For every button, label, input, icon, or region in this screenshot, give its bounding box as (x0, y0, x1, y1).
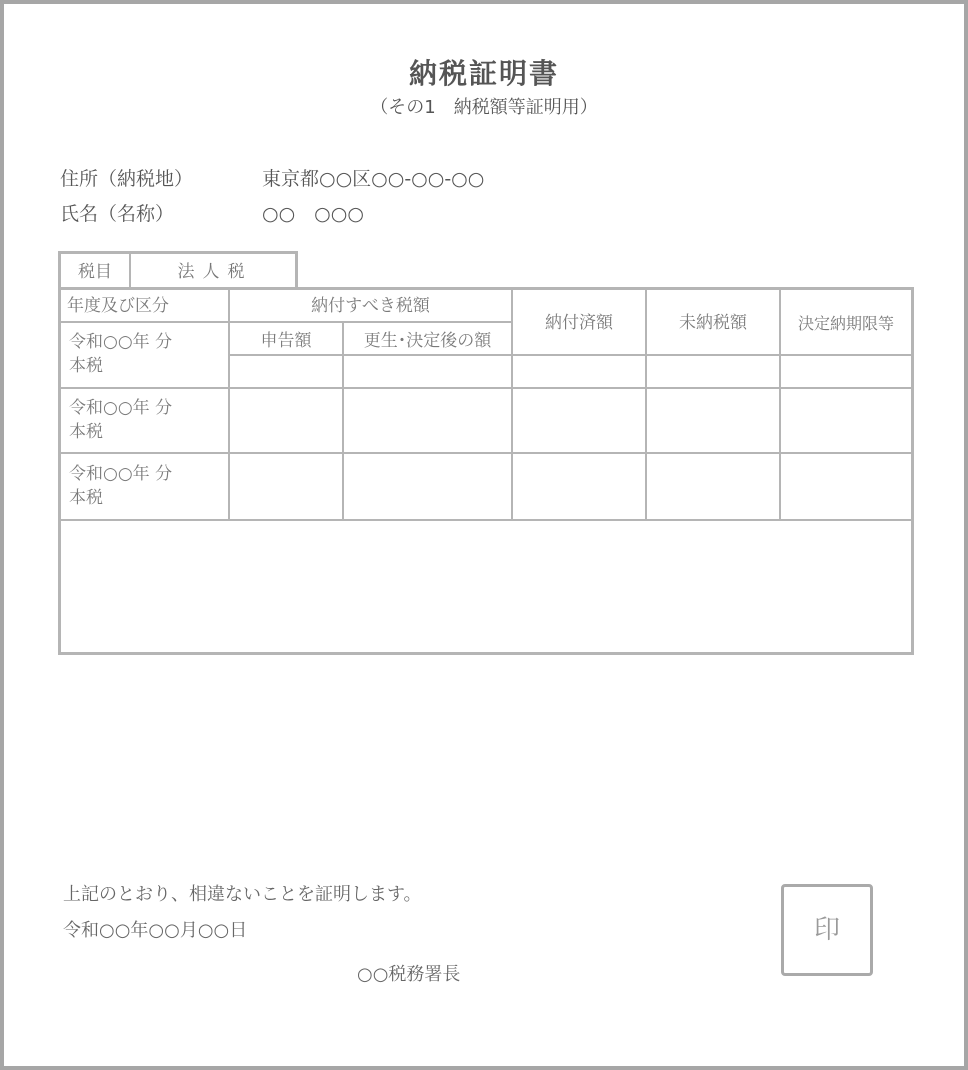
tax-item-label: 税目 (61, 254, 131, 287)
row-year-label: 令和○○年 分 (69, 464, 173, 484)
certification-text: 上記のとおり、相違ないことを証明します。 (63, 884, 422, 905)
name-value: ○○ ○○○ (262, 203, 364, 225)
row-year-label: 令和○○年 分 (69, 332, 173, 352)
issuing-office: ○○税務署長 (357, 964, 461, 985)
header-paid: 納付済額 (545, 313, 613, 333)
seal-stamp: 印 (781, 884, 873, 976)
row-type-label: 本税 (69, 356, 103, 376)
header-year: 年度及び区分 (67, 296, 169, 316)
issue-date: 令和○○年○○月○○日 (63, 920, 248, 941)
tax-item-value: 法人税 (177, 262, 253, 282)
table-row (69, 462, 172, 510)
table-row (69, 396, 172, 444)
name-label: 氏名（名称） (60, 203, 175, 225)
table-row (69, 330, 172, 378)
row-type-label: 本税 (69, 488, 103, 508)
tax-table (58, 287, 914, 655)
header-payable: 納付すべき税額 (311, 296, 430, 316)
address-value: 東京都○○区○○-○○-○○ (262, 168, 485, 190)
address-label: 住所（納税地） (60, 168, 194, 190)
document-title: 納税証明書 (408, 57, 559, 90)
row-type-label: 本税 (69, 422, 103, 442)
header-unpaid: 未納税額 (679, 313, 747, 333)
header-declared: 申告額 (260, 331, 312, 351)
header-deadline: 決定納期限等 (797, 314, 894, 333)
document-subtitle: （その1 納税額等証明用） (370, 97, 598, 118)
tax-item-box (58, 251, 298, 287)
row-year-label: 令和○○年 分 (69, 398, 173, 418)
header-revised: 更生･決定後の額 (363, 331, 492, 351)
